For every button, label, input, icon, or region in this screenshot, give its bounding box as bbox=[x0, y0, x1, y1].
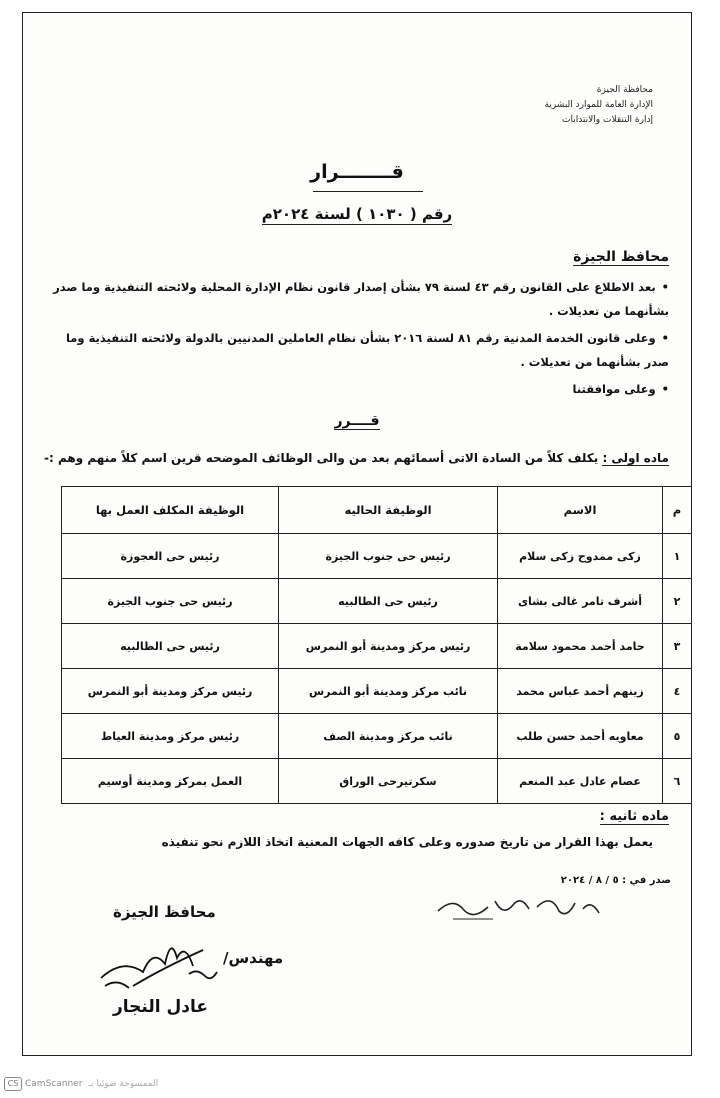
header-current-position: الوظيفة الحاليه bbox=[279, 487, 498, 534]
employee-name: أشرف تامر غالى بشاى bbox=[498, 579, 663, 624]
camscanner-app-name: CamScanner bbox=[25, 1079, 83, 1089]
assigned-position: العمل بمركز ومدينة أوسيم bbox=[62, 759, 279, 804]
table-header-row bbox=[62, 487, 692, 534]
header-assigned-position: الوظيفة المكلف العمل بها bbox=[62, 487, 279, 534]
decision-heading-text: قــــرر bbox=[334, 413, 380, 429]
assignments-table bbox=[61, 486, 692, 804]
employee-name: حامد أحمد محمود سلامة bbox=[498, 624, 663, 669]
article-two-text: يعمل بهذا القرار من تاريخ صدوره وعلى كافه الجهات المعنية اتخاذ اللازم نحو تنفيذه bbox=[161, 835, 653, 849]
employee-name: معاويه أحمد حسن طلب bbox=[498, 714, 663, 759]
article-one bbox=[43, 451, 669, 465]
preamble-item: • وعلى موافقتنا bbox=[43, 377, 669, 401]
current-position: نائب مركز ومدينة أبو النمرس bbox=[279, 669, 498, 714]
employee-name: عصام عادل عبد المنعم bbox=[498, 759, 663, 804]
table-row bbox=[62, 714, 692, 759]
row-number: ١ bbox=[663, 534, 692, 579]
row-number: ٦ bbox=[663, 759, 692, 804]
table-row bbox=[62, 579, 692, 624]
issuing-authority-header bbox=[545, 83, 653, 128]
assigned-position: رئيس مركز ومدينة العياط bbox=[62, 714, 279, 759]
document-title: قــــــــرار bbox=[310, 161, 404, 183]
camscanner-note: الممسوحة ضوئيا بـ bbox=[88, 1079, 159, 1089]
header-number: م bbox=[663, 487, 692, 534]
signatory-name: عادل النجار bbox=[113, 997, 208, 1017]
header-line-transfers: إدارة التنقلات والانتدابات bbox=[561, 115, 653, 125]
assigned-position: رئيس حى العجوزة bbox=[62, 534, 279, 579]
scanner-footer bbox=[4, 1076, 158, 1092]
signatory-title: محافظ الجيزة bbox=[113, 903, 216, 921]
table-row bbox=[62, 624, 692, 669]
employee-name: زينهم أحمد عباس محمد bbox=[498, 669, 663, 714]
article-one-label: ماده اولى : bbox=[602, 451, 669, 465]
assigned-position: رئيس حى الطالبيه bbox=[62, 624, 279, 669]
decision-number bbox=[23, 205, 691, 223]
header-line-hr: الإدارة العامة للموارد البشرية bbox=[544, 100, 653, 110]
governor-heading: محافظ الجيزة bbox=[573, 249, 669, 265]
engineer-label: مهندس/ bbox=[223, 949, 284, 967]
decision-document bbox=[22, 12, 692, 1056]
preamble-item: • بعد الاطلاع على القانون رقم ٤٣ لسنة ٧٩ بشأن إصدار قانون نظام الإدارة المحلية ولائحته التنفيذية وما صدر بشأنهما من تعديلات . bbox=[43, 275, 669, 323]
preamble-list bbox=[43, 275, 669, 404]
assigned-position: رئيس حى جنوب الجيزة bbox=[62, 579, 279, 624]
camscanner-badge: CS bbox=[4, 1077, 22, 1091]
current-position: نائب مركز ومدينة الصف bbox=[279, 714, 498, 759]
title-underline bbox=[313, 191, 423, 192]
row-number: ٤ bbox=[663, 669, 692, 714]
assigned-position: رئيس مركز ومدينة أبو النمرس bbox=[62, 669, 279, 714]
issue-date: صدر في : ٥ / ٨ / ٢٠٢٤ bbox=[560, 875, 671, 886]
table-row bbox=[62, 669, 692, 714]
row-number: ٢ bbox=[663, 579, 692, 624]
current-position: رئيس مركز ومدينة أبو النمرس bbox=[279, 624, 498, 669]
preamble-item: • وعلى قانون الخدمة المدنية رقم ٨١ لسنة ٢٠١٦ بشأن نظام العاملين المدنيين بالدولة ولائحته التنفيذية وما صدر بشأنهما من تعديلات . bbox=[43, 326, 669, 374]
table-row bbox=[62, 759, 692, 804]
header-line-governorate: محافظة الجيزة bbox=[596, 85, 653, 95]
handwritten-name-image bbox=[433, 889, 603, 925]
row-number: ٣ bbox=[663, 624, 692, 669]
row-number: ٥ bbox=[663, 714, 692, 759]
article-two-label: ماده ثانيه : bbox=[599, 809, 669, 824]
table-row bbox=[62, 534, 692, 579]
current-position: رئيس حى الطالبيه bbox=[279, 579, 498, 624]
assignments-table-wrap bbox=[61, 486, 682, 804]
current-position: سكرتيرحى الوراق bbox=[279, 759, 498, 804]
signature-image bbox=[93, 928, 223, 996]
current-position: رئيس حى جنوب الجيزة bbox=[279, 534, 498, 579]
employee-name: زكى ممدوح زكى سلام bbox=[498, 534, 663, 579]
decision-heading bbox=[23, 413, 691, 429]
decision-number-text: رقم ( ١٠٣٠ ) لسنة ٢٠٢٤م bbox=[261, 205, 453, 223]
header-name: الاسم bbox=[498, 487, 663, 534]
article-one-text: يكلف كلاً من السادة الاتى أسمائهم بعد من والى الوظائف الموضحه قرين اسم كلاً منهم وهم :- bbox=[44, 451, 599, 465]
